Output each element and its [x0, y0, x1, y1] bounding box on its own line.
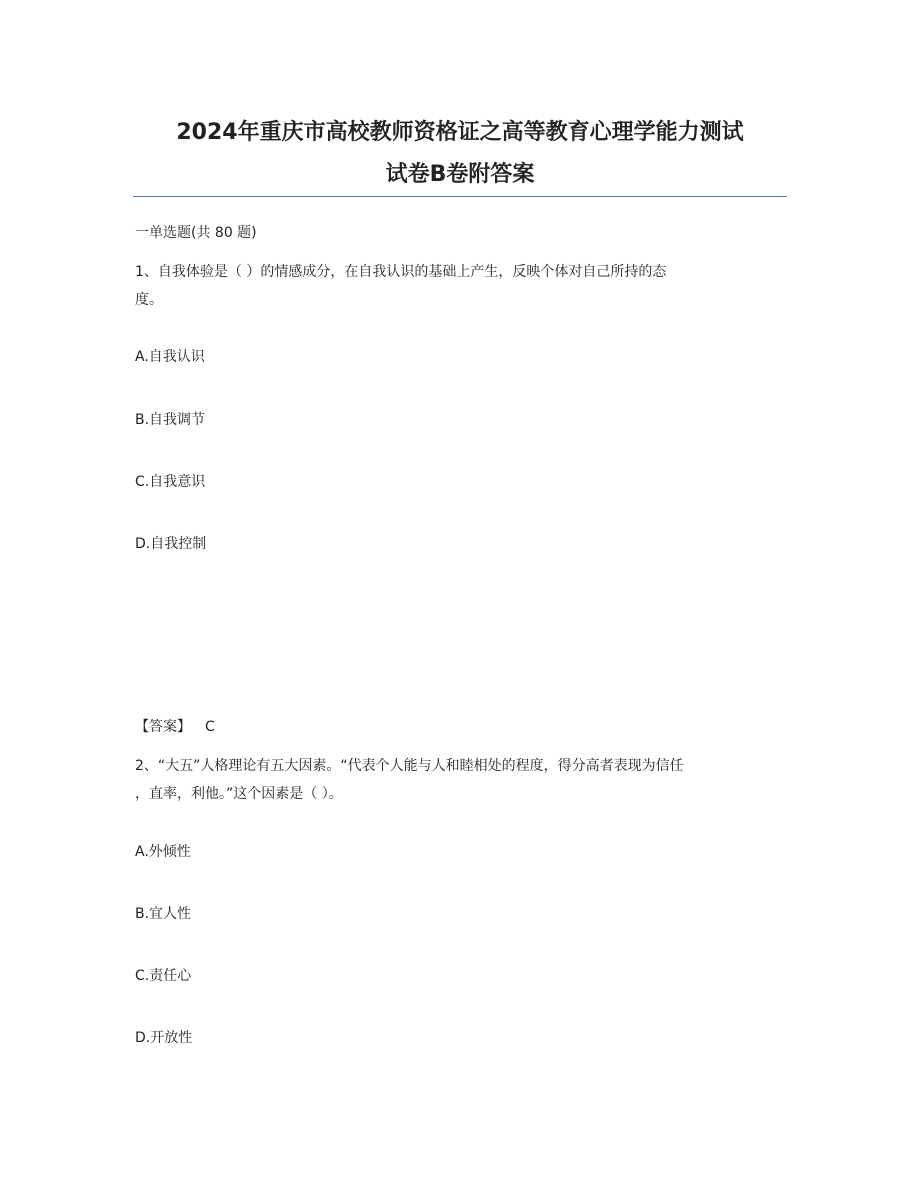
title-line-2: 试卷B卷附答案	[385, 162, 535, 187]
title-divider	[133, 196, 787, 197]
question-1-line-2: 度。	[135, 292, 163, 308]
question-2-option-a: A.外倾性	[135, 844, 191, 860]
question-1-text	[135, 258, 785, 314]
question-1-answer	[135, 716, 215, 738]
document-title	[120, 112, 800, 196]
title-line-1: 2024年重庆市高校教师资格证之高等教育心理学能力测试	[176, 120, 744, 145]
question-2-option-d: D.开放性	[135, 1030, 193, 1046]
question-2-line-1: 2、“大五”人格理论有五大因素。“代表个人能与人和睦相处的程度，得分高者表现为信任	[135, 758, 684, 774]
question-2-option-c: C.责任心	[135, 968, 192, 984]
question-1-option-a: A.自我认识	[135, 349, 205, 365]
answer-label: 【答案】	[135, 719, 191, 735]
question-1-option-d: D.自我控制	[135, 536, 207, 552]
answer-value: C	[205, 719, 215, 735]
question-1-option-b: B.自我调节	[135, 412, 206, 428]
question-1-option-c: C.自我意识	[135, 474, 206, 490]
question-2-line-2: ，直率，利他。”这个因素是（ ）。	[135, 786, 343, 802]
question-2-option-b: B.宜人性	[135, 906, 192, 922]
section-heading: 一单选题(共 80 题)	[135, 225, 257, 241]
question-1-line-1: 1、自我体验是（ ）的情感成分，在自我认识的基础上产生，反映个体对自己所持的态	[135, 264, 667, 280]
question-2-text	[135, 752, 785, 808]
